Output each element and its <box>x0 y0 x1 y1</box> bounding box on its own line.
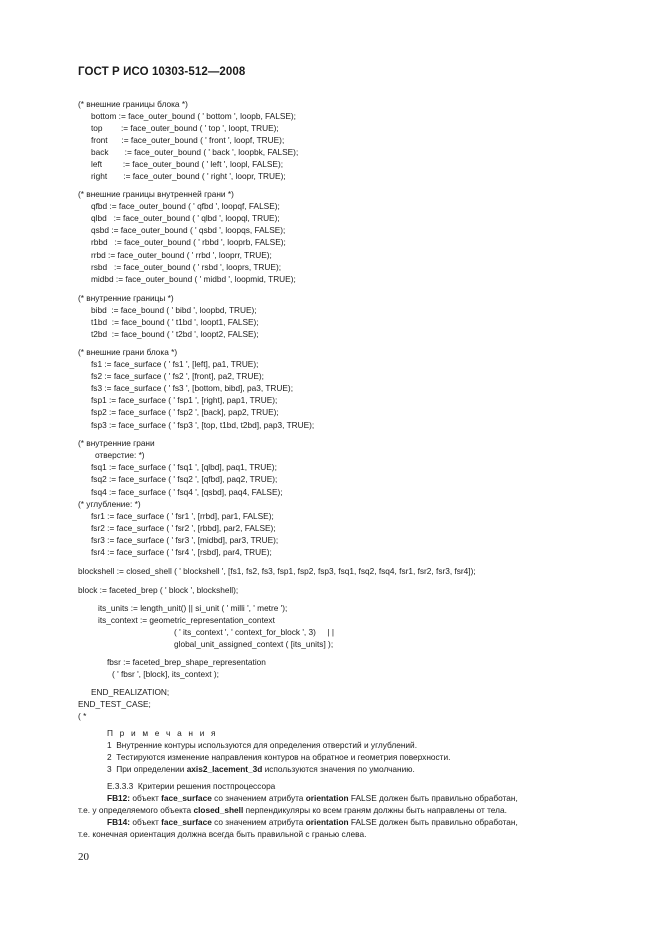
code-line: fsq1 := face_surface ( ' fsq1 ', [qlbd], paq1, TRUE); <box>91 462 277 472</box>
criterion-term: closed_shell <box>193 805 244 815</box>
section-heading: Е.3.3.3 Критерии решения постпроцессора <box>107 781 276 791</box>
note-text: 3 При определении <box>107 764 187 774</box>
code-line: bottom := face_outer_bound ( ' bottom ', loopb, FALSE); <box>91 111 296 121</box>
code-line: fs3 := face_surface ( ' fs3 ', [bottom, bibd], pa3, TRUE); <box>91 383 294 393</box>
code-line: front := face_outer_bound ( ' front ', loopf, TRUE); <box>91 135 285 145</box>
code-line: fsq4 := face_surface ( ' fsq4 ', [qsbd], paq4, FALSE); <box>91 487 283 497</box>
criterion-label: FB14: <box>107 817 131 827</box>
code-line: fs1 := face_surface ( ' fs1 ', [left], pa1, TRUE); <box>91 359 259 369</box>
criterion-text: объект <box>130 817 162 827</box>
code-line: rsbd := face_outer_bound ( ' rsbd ', looprs, TRUE); <box>91 262 282 272</box>
code-line: fsp1 := face_surface ( ' fsp1 ', [right], pap1, TRUE); <box>91 395 278 405</box>
code-line: (* внешние границы блока *) <box>78 99 188 109</box>
code-line: its_context := geometric_representation_context <box>98 615 275 625</box>
code-line: (* внутренние границы *) <box>78 293 174 303</box>
note-item: 1 Внутренние контуры используются для определения отверстий и углублений. <box>107 740 417 750</box>
code-line: bibd := face_bound ( ' bibd ', loopbd, TRUE); <box>91 305 257 315</box>
code-line: (* внутренние грани <box>78 438 155 448</box>
code-line: midbd := face_outer_bound ( ' midbd ', loopmid, TRUE); <box>91 274 296 284</box>
code-line: blockshell := closed_shell ( ' blockshell ', [fs1, fs2, fs3, fsp1, fsp2, fsp3, fsq1, fsq2, fsq4, fsr1, fsr2, fsr3, fsr4]); <box>78 566 476 576</box>
criterion-text: со значением атрибута <box>211 793 306 803</box>
code-line: ( * <box>78 711 87 721</box>
code-line: qsbd := face_outer_bound ( ' qsbd ', loopqs, FALSE); <box>91 225 286 235</box>
criterion-text: перпендикуляры ко всем граням должны быть направлены от тела. <box>243 805 507 815</box>
code-line: back := face_outer_bound ( ' back ', loopbk, FALSE); <box>91 147 299 157</box>
code-line: fsp3 := face_surface ( ' fsp3 ', [top, t1bd, t2bd], pap3, TRUE); <box>91 420 315 430</box>
code-line: left := face_outer_bound ( ' left ', loopl, FALSE); <box>91 159 284 169</box>
note-text: используются значения по умолчанию. <box>262 764 415 774</box>
page-number: 20 <box>78 851 89 863</box>
criterion-term: orientation <box>305 817 349 827</box>
note-item <box>107 764 415 774</box>
criterion-label: FB12: <box>107 793 131 803</box>
code-line: END_TEST_CASE; <box>78 699 151 709</box>
code-line: fs2 := face_surface ( ' fs2 ', [front], pa2, TRUE); <box>91 371 264 381</box>
code-line: t2bd := face_bound ( ' t2bd ', loopt2, FALSE); <box>91 329 259 339</box>
criterion-text: со значением атрибута <box>211 817 306 827</box>
code-line: ( ' its_context ', ' context_for_block ', 3) | | <box>174 627 335 637</box>
notes-heading: П р и м е ч а н и я <box>107 728 218 738</box>
code-line: END_REALIZATION; <box>91 687 170 697</box>
code-line: t1bd := face_bound ( ' t1bd ', loopt1, FALSE); <box>91 317 259 327</box>
criterion-term: orientation <box>305 793 349 803</box>
code-line: right := face_outer_bound ( ' right ', loopr, TRUE); <box>91 171 286 181</box>
page-header: ГОСТ Р ИСО 10303-512—2008 <box>78 66 246 78</box>
code-line: (* углубление: *) <box>78 499 141 509</box>
note-item: 2 Тестируются изменение направления контуров на обратное и геометрия поверхности. <box>107 752 451 762</box>
code-line: fsr2 := face_surface ( ' fsr2 ', [rbbd], par2, FALSE); <box>91 523 276 533</box>
code-line: top := face_outer_bound ( ' top ', loopt, TRUE); <box>91 123 279 133</box>
code-line: fsr3 := face_surface ( ' fsr3 ', [midbd], par3, TRUE); <box>91 535 279 545</box>
code-line: ( ' fbsr ', [block], its_context ); <box>112 669 219 679</box>
code-line: its_units := length_unit() || si_unit ( ' milli ', ' metre '); <box>98 603 288 613</box>
criterion-fb14 <box>107 817 518 827</box>
criterion-text: т.е. у определяемого объекта <box>78 805 194 815</box>
code-line: (* внешние границы внутренней грани *) <box>78 189 234 199</box>
criterion-text: FALSE должен быть правильно обработан, <box>348 817 518 827</box>
code-line: qfbd := face_outer_bound ( ' qfbd ', loopqf, FALSE); <box>91 201 280 211</box>
criterion-fb14-cont: т.е. конечная ориентация должна всегда быть правильной с гранью слева. <box>78 829 367 839</box>
code-line: qlbd := face_outer_bound ( ' qlbd ', loopql, TRUE); <box>91 213 280 223</box>
criterion-term: face_surface <box>161 793 212 803</box>
code-line: fsr1 := face_surface ( ' fsr1 ', [rrbd], par1, FALSE); <box>91 511 274 521</box>
code-line: fsq2 := face_surface ( ' fsq2 ', [qfbd], paq2, TRUE); <box>91 474 278 484</box>
criterion-fb12-cont <box>78 805 507 815</box>
code-line: rbbd := face_outer_bound ( ' rbbd ', looprb, FALSE); <box>91 237 286 247</box>
code-line: fsr4 := face_surface ( ' fsr4 ', [rsbd], par4, TRUE); <box>91 547 272 557</box>
code-line: rrbd := face_outer_bound ( ' rrbd ', looprr, TRUE); <box>91 250 272 260</box>
criterion-fb12 <box>107 793 518 803</box>
criterion-term: face_surface <box>161 817 212 827</box>
code-line: fsp2 := face_surface ( ' fsp2 ', [back], pap2, TRUE); <box>91 407 279 417</box>
code-line: (* внешние грани блока *) <box>78 347 178 357</box>
code-line: global_unit_assigned_context ( [its_units] ); <box>174 639 334 649</box>
code-line: отверстие: *) <box>95 450 145 460</box>
criterion-text: объект <box>130 793 162 803</box>
code-line: fbsr := faceted_brep_shape_representation <box>107 657 266 667</box>
note-term: axis2_lacement_3d <box>186 764 263 774</box>
criterion-text: FALSE должен быть правильно обработан, <box>348 793 518 803</box>
code-line: block := faceted_brep ( ' block ', blockshell); <box>78 585 239 595</box>
